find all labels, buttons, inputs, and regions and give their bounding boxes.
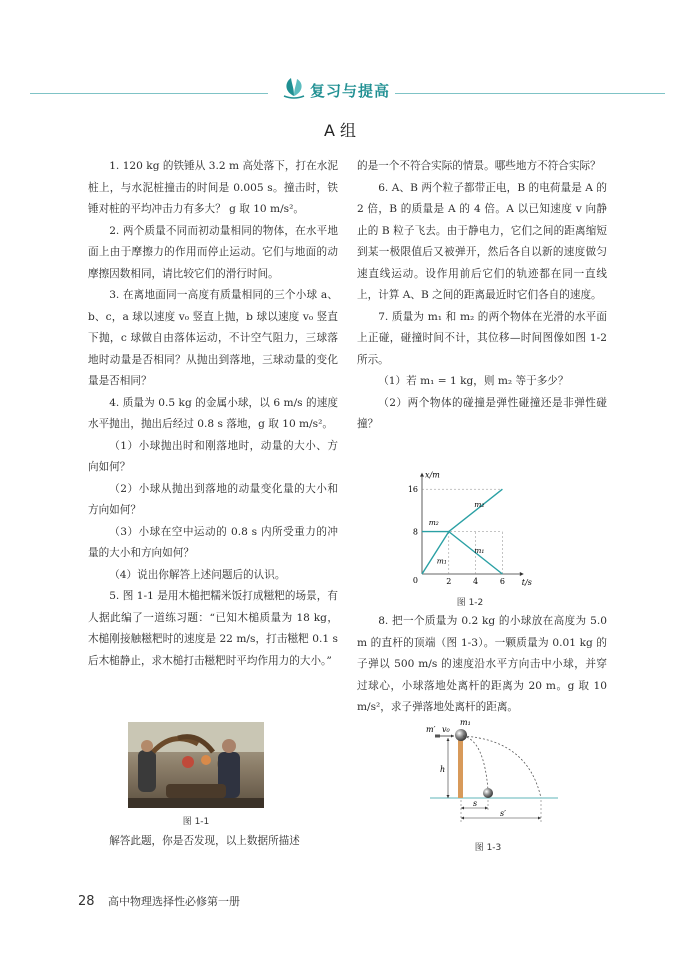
question-1: 1. 120 kg 的铁锤从 3.2 m 高处落下，打在水泥桩上，与水泥桩撞击的时间是 0.005 s。撞击时，铁锤对桩的平均冲击力有多大？ g 取 10 m/s²。 — [88, 160, 338, 215]
left-column — [88, 156, 338, 672]
figure-1-1-caption: 图 1-1 — [182, 817, 210, 827]
question-4-part-2: （2）小球从抛出到落地的动量变化量的大小和方向如何？ — [88, 482, 338, 516]
ball-top — [455, 729, 467, 741]
question-3: 3. 在离地面同一高度有质量相同的三个小球 a、b、c，a 球以速度 v₀ 竖直上抛，b 球以速度 v₀ 竖直下抛，c 球做自由落体运动，不计空气阻力，三球落地时动量是否相同？从抛出到落地，三球动量的变化量是否相同？ — [88, 289, 338, 387]
question-7: 7. 质量为 m₁ 和 m₂ 的两个物体在光滑的水平面上正碰，碰撞时间不计，其位移—时间图像如图 1-2 所示。 — [357, 310, 607, 366]
ball-landed — [483, 788, 493, 798]
x-tick-label: 4 — [473, 577, 479, 586]
section-title: 复习与提高 — [310, 82, 391, 100]
question-2: 2. 两个质量不同而初动量相同的物体，在水平地面上由于摩擦力的作用而停止运动。它们与地面的动摩擦因数相同，请比较它们的滑行时间。 — [88, 224, 338, 280]
bullet — [435, 735, 440, 738]
x-tick-label: 6 — [499, 577, 505, 586]
right-column — [357, 156, 607, 436]
label-s-prime: s′ — [500, 809, 506, 818]
group-title: A 组 — [323, 121, 357, 140]
xt-graph — [400, 462, 550, 590]
question-5-continued: 的是一个不符合实际的情景。哪些地方不符合实际？ — [357, 160, 601, 172]
series-line-1 — [422, 532, 502, 574]
figure-1-3-caption: 图 1-3 — [474, 843, 502, 853]
question-8: 8. 把一个质量为 0.2 kg 的小球放在高度为 5.0 m 的直杆的顶端（图 1-3）。一颗质量为 0.01 kg 的子弹以 500 m/s 的速度沿水平方向击中小球，并穿过球心，小球落地处离杆的距离为 20 m。g 取 10 m/s²，求子弹落地处离杆的距离。 — [357, 615, 607, 713]
question-5: 5. 图 1-1 是用木槌把糯米饭打成糍粑的场景，有人据此编了一道练习题：“已知木槌质量为 18 kg，木槌刚接触糍粑时的速度是 22 m/s，打击糍粑 0.1 s 后木槌静止，求木槌打击糍粑时平均作用力的大小。” — [88, 590, 338, 667]
label-s: s — [473, 799, 478, 808]
question-4-part-4: （4）说出你解答上述问题后的认识。 — [109, 568, 286, 581]
label-m1: m₁ — [460, 718, 471, 727]
question-6: 6. A、B 两个粒子都带正电，B 的电荷量是 A 的 2 倍，B 的质量是 A 的 4 倍。A 以已知速度 v 向静止的 B 粒子飞去。由于静电力，它们之间的距离缩短到某一极限值后又被弹开，然后各自以新的速度做匀速直线运动。设作用前后它们的轨迹都在同一直线上，计算 A、B 之间的距离最近时它们各自的速度。 — [357, 181, 607, 301]
x-tick-label: 2 — [446, 577, 452, 586]
bullet-trajectory — [463, 736, 541, 798]
page-number: 28 — [78, 894, 95, 909]
series-label-2: m₂ — [428, 518, 439, 528]
right-column-q8 — [357, 611, 607, 719]
series-label-1: m₁ — [436, 556, 447, 566]
page-footer — [78, 893, 240, 909]
label-h: h — [440, 765, 446, 774]
y-tick-label: 16 — [407, 485, 418, 495]
question-7-part-1: （1）若 m₁ = 1 kg，则 m₂ 等于多少？ — [378, 375, 569, 387]
question-5-tail: 解答此题，你是否发现，以上数据所描述 — [109, 835, 300, 847]
y-axis-arrow — [420, 473, 424, 477]
x-axis-arrow — [520, 572, 524, 576]
rice-cake-photo — [128, 722, 264, 808]
leaf-logo-icon — [281, 74, 307, 100]
label-v0: v₀ — [442, 725, 450, 734]
question-7-part-2: （2）两个物体的碰撞是弹性碰撞还是非弹性碰撞？ — [357, 396, 607, 430]
figure-1-2-caption: 图 1-2 — [456, 598, 484, 608]
origin-label: 0 — [412, 576, 418, 585]
left-column-tail — [88, 831, 338, 853]
series-label-2: m₂ — [474, 500, 485, 510]
y-axis-label: x/m — [425, 470, 440, 480]
series-label-1: m₁ — [474, 545, 485, 555]
question-4-part-3: （3）小球在空中运动的 0.8 s 内所受重力的冲量的大小和方向如何？ — [88, 525, 338, 559]
book-title: 高中物理选择性必修第一册 — [108, 895, 241, 908]
header-rule-left — [30, 93, 268, 94]
label-m-prime: m′ — [426, 725, 436, 734]
y-tick-label: 8 — [412, 527, 418, 537]
ball-trajectory — [463, 736, 488, 790]
header-rule-right — [395, 93, 665, 94]
pole — [458, 740, 463, 798]
question-4: 4. 质量为 0.5 kg 的金属小球，以 6 m/s 的速度水平抛出，抛出后经过 0.8 s 落地，g 取 10 m/s²。 — [88, 396, 338, 430]
pole-ball-diagram — [418, 714, 568, 832]
x-axis-label: t/s — [521, 578, 532, 587]
question-4-part-1: （1）小球抛出时和刚落地时，动量的大小、方向如何？ — [88, 439, 338, 473]
